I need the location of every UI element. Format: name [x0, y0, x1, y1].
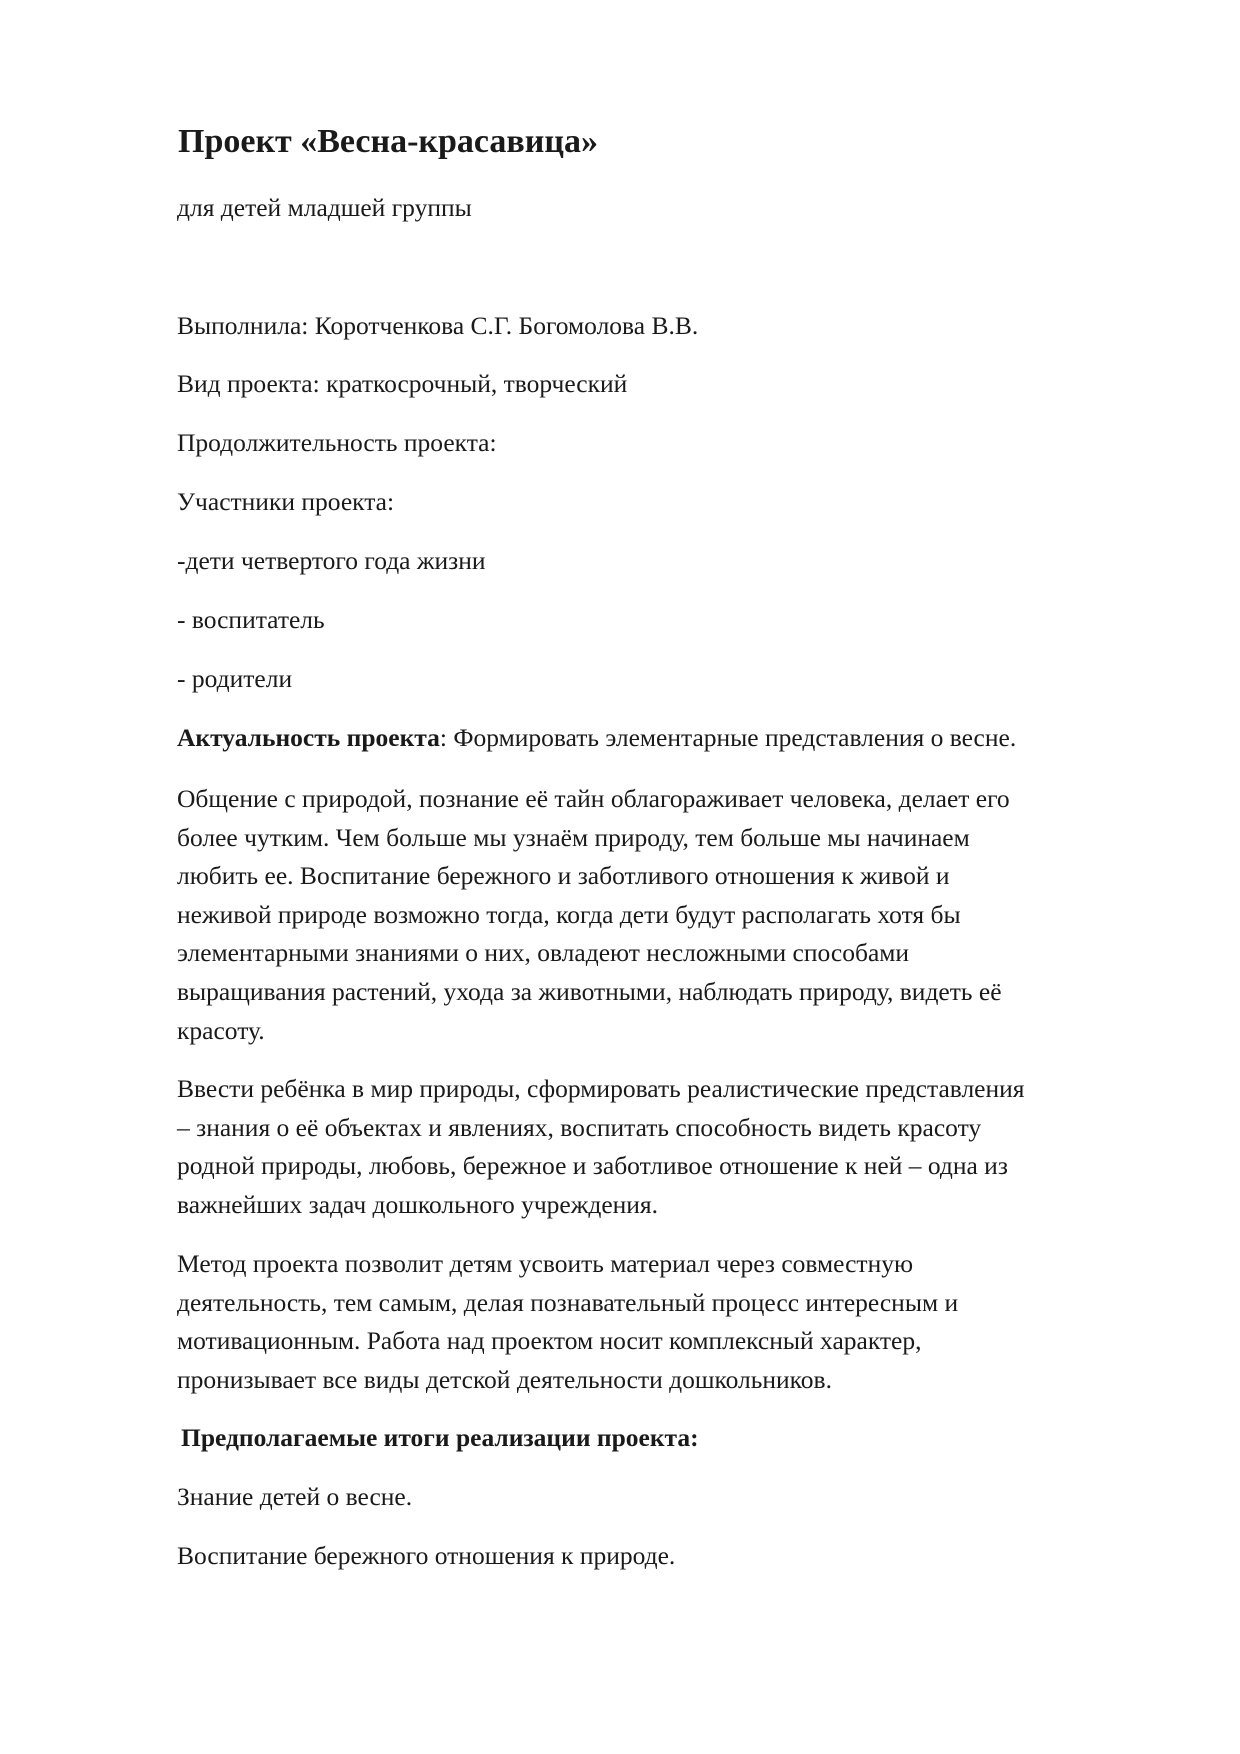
- document-title: Проект «Весна-красавица»: [178, 123, 598, 160]
- relevance-label: Актуальность проекта: [177, 723, 440, 752]
- paragraph-nature: [177, 780, 1157, 1050]
- results-heading: Предполагаемые итоги реализации проекта:: [181, 1423, 699, 1452]
- paragraph-line: Общение с природой, познание её тайн облагораживает человека, делает его: [177, 784, 1010, 813]
- project-duration: Продолжительность проекта:: [177, 428, 497, 457]
- paragraph-line: элементарными знаниями о них, овладеют несложными способами: [177, 938, 910, 968]
- participant-item: - родители: [177, 664, 293, 693]
- project-type: Вид проекта: краткосрочный, творческий: [177, 369, 628, 398]
- participant-item: - воспитатель: [177, 605, 325, 634]
- paragraph-line: важнейших задач дошкольного учреждения.: [177, 1189, 659, 1219]
- paragraph-line: мотивационным. Работа над проектом носит комплексный характер,: [177, 1326, 922, 1356]
- paragraph-line: Метод проекта позволит детям усвоить материал через совместную: [177, 1249, 914, 1278]
- result-item: Воспитание бережного отношения к природе.: [177, 1541, 676, 1570]
- paragraph-line: пронизывает все виды детской деятельности дошкольников.: [177, 1364, 832, 1394]
- relevance-text: : Формировать элементарные представления о весне.: [439, 723, 1017, 752]
- result-item: Знание детей о весне.: [177, 1482, 413, 1511]
- paragraph-line: – знания о её объектах и явлениях, воспитать способность видеть красоту: [177, 1112, 982, 1142]
- paragraph-line: неживой природе возможно тогда, когда дети будут располагать хотя бы: [177, 899, 961, 929]
- paragraph-line: более чутким. Чем больше мы узнаём природу, тем больше мы начинаем: [177, 822, 970, 852]
- participants-heading: Участники проекта:: [177, 487, 395, 516]
- paragraph-line: родной природы, любовь, бережное и заботливое отношение к ней – одна из: [177, 1151, 1008, 1181]
- participant-item: -дети четвертого года жизни: [177, 546, 486, 575]
- paragraph-line: Ввести ребёнка в мир природы, сформировать реалистические представления: [177, 1074, 1025, 1103]
- paragraph-line: красоту.: [177, 1015, 265, 1045]
- paragraph-line: любить ее. Воспитание бережного и заботливого отношения к живой и: [177, 861, 950, 891]
- relevance-line: [177, 723, 1016, 753]
- paragraph-line: выращивания растений, ухода за животными, наблюдать природу, видеть её: [177, 976, 1002, 1006]
- paragraph-line: деятельность, тем самым, делая познавательный процесс интересным и: [177, 1287, 959, 1317]
- document-subtitle: для детей младшей группы: [177, 193, 472, 222]
- paragraph-method: [177, 1245, 1157, 1399]
- paragraph-goals: [177, 1070, 1157, 1224]
- author-line: Выполнила: Коротченкова С.Г. Богомолова В.В.: [177, 311, 699, 340]
